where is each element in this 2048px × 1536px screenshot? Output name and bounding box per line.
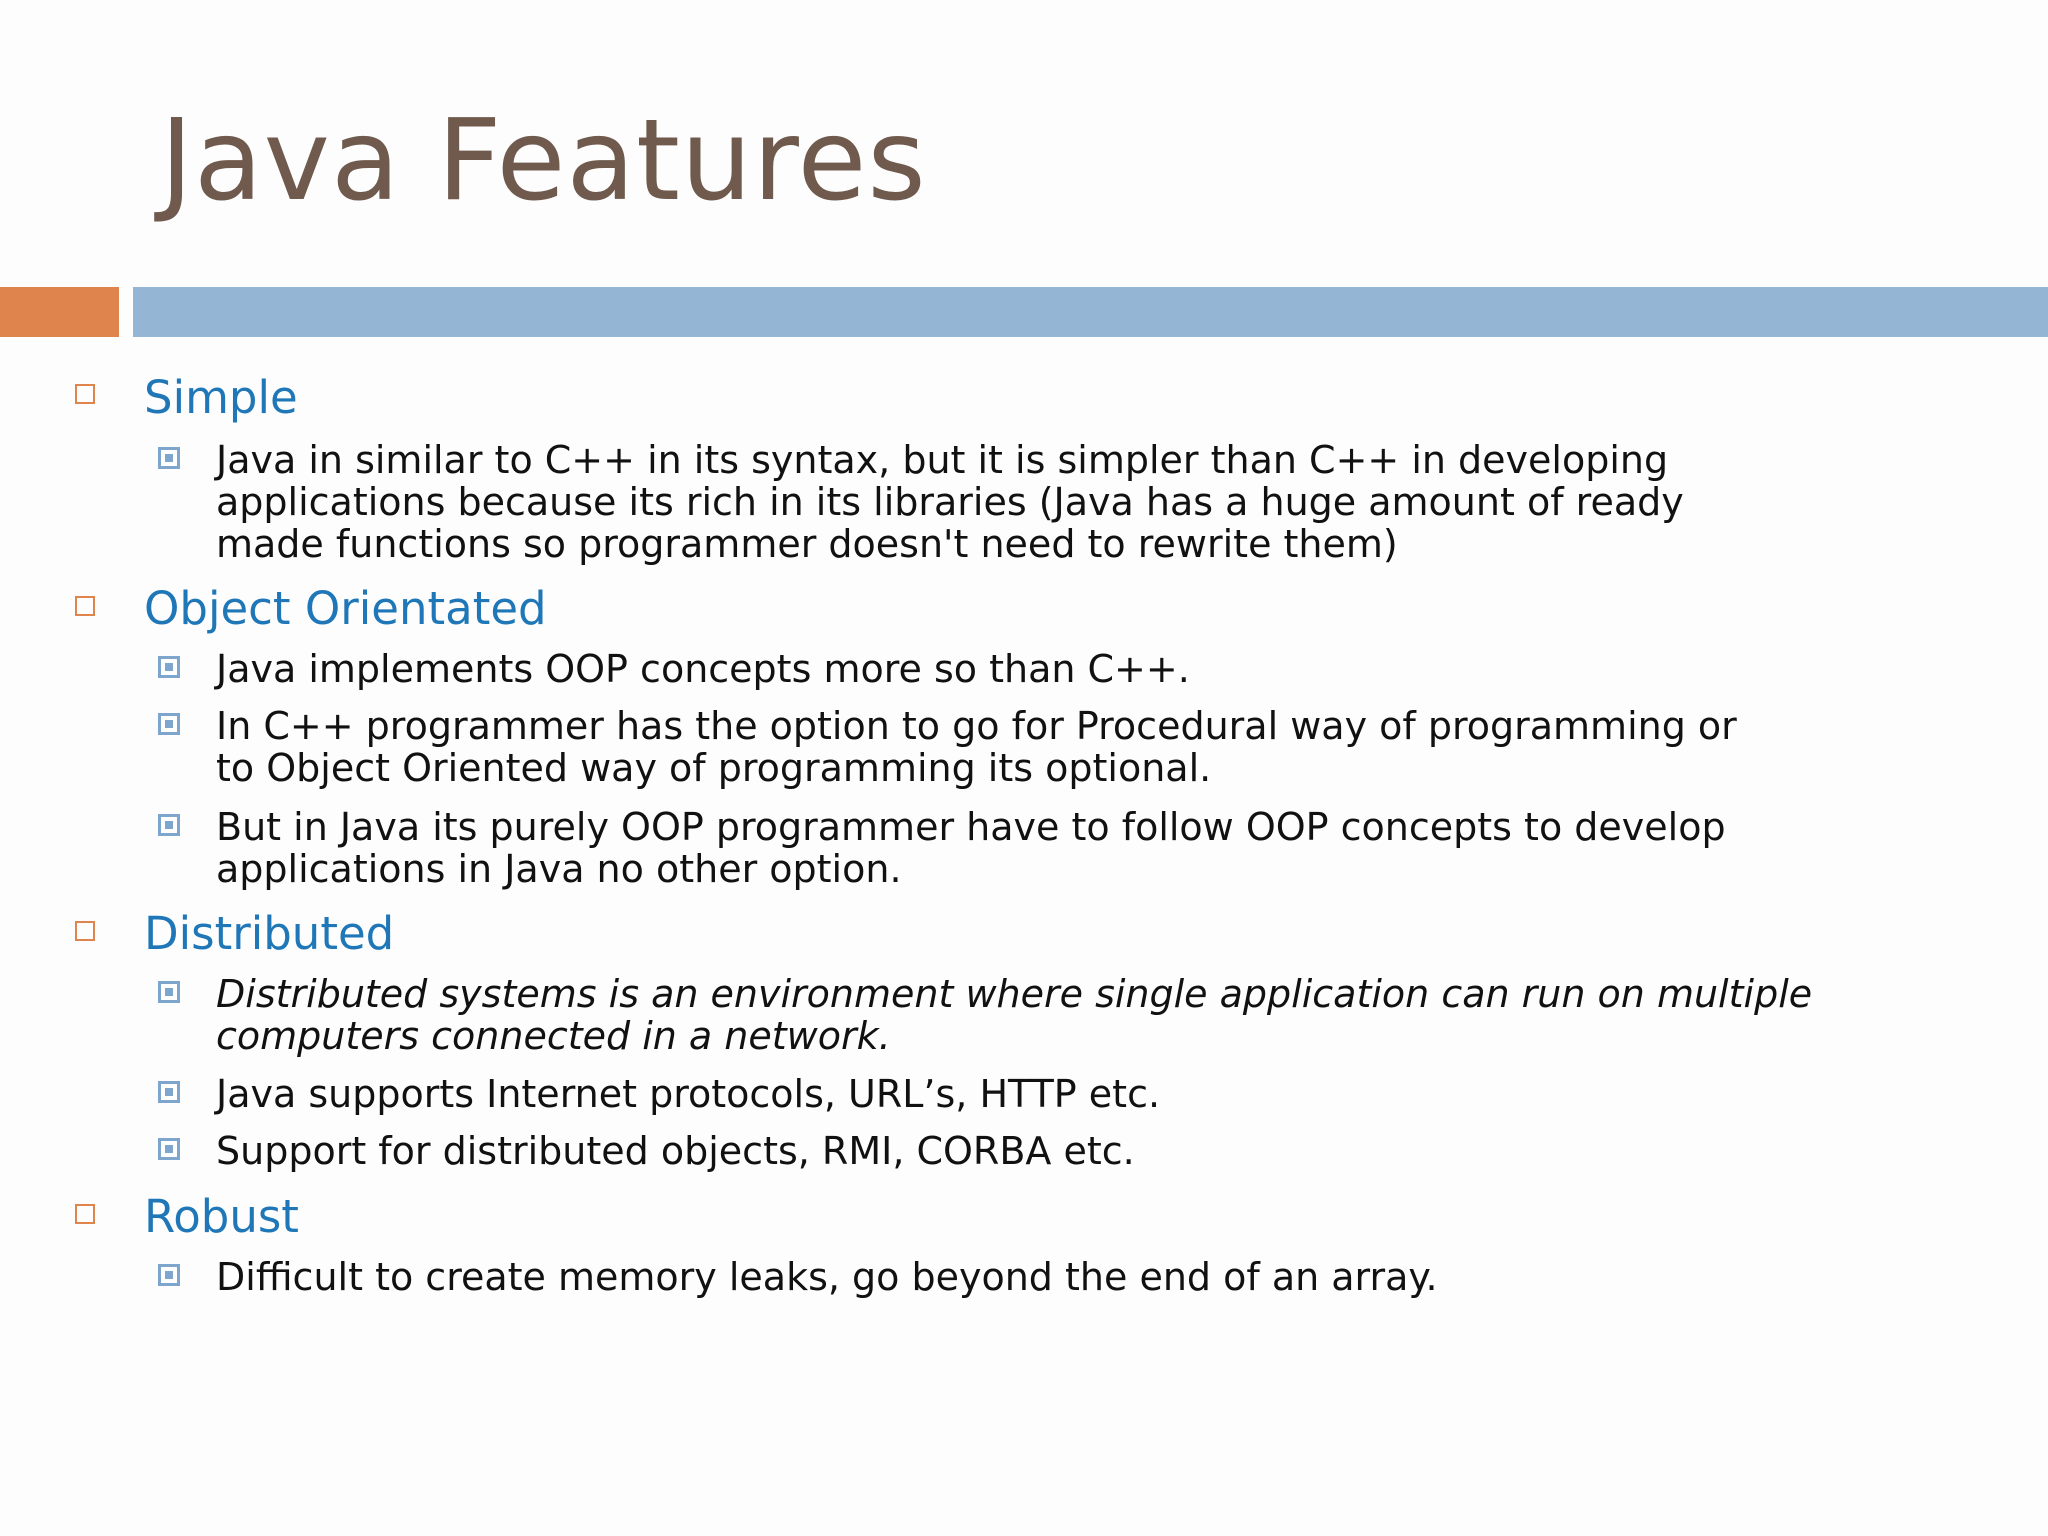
bullet-line: applications in Java no other option. <box>216 847 902 891</box>
bullet-line: applications because its rich in its libraries (Java has a huge amount of ready <box>216 480 1684 524</box>
section-heading-simple: Simple <box>144 371 298 424</box>
section-bullet-icon <box>75 596 95 616</box>
bullet-line: Difficult to create memory leaks, go beyond the end of an array. <box>216 1255 1438 1299</box>
bullet-line: Distributed systems is an environment where single application can run on multiple <box>216 972 1813 1016</box>
section-heading-distributed: Distributed <box>144 907 395 960</box>
bullet-line: Java implements OOP concepts more so than C++. <box>216 647 1190 691</box>
bullet-line: made functions so programmer doesn't need to rewrite them) <box>216 522 1398 566</box>
bullet-line: Support for distributed objects, RMI, CORBA etc. <box>216 1129 1135 1173</box>
bullet-line: Java supports Internet protocols, URL’s, HTTP etc. <box>216 1072 1161 1116</box>
sub-bullet-icon <box>158 1264 180 1286</box>
sub-bullet-icon <box>158 713 180 735</box>
bullet-line: to Object Oriented way of programming its optional. <box>216 746 1212 790</box>
bullet-line: But in Java its purely OOP programmer have to follow OOP concepts to develop <box>216 805 1726 849</box>
bullet-line: computers connected in a network. <box>216 1014 891 1058</box>
section-heading-object-orientated: Object Orientated <box>144 582 547 635</box>
sub-bullet-icon <box>158 814 180 836</box>
section-bullet-icon <box>75 1204 95 1224</box>
sub-bullet-icon <box>158 656 180 678</box>
section-bullet-icon <box>75 384 95 404</box>
sub-bullet-icon <box>158 1081 180 1103</box>
bullet-line: In C++ programmer has the option to go for Procedural way of programming or <box>216 704 1737 748</box>
bullet-line: Java in similar to C++ in its syntax, but it is simpler than C++ in developing <box>216 438 1669 482</box>
slide-title: Java Features <box>160 96 927 226</box>
section-bullet-icon <box>75 921 95 941</box>
section-heading-robust: Robust <box>144 1190 299 1243</box>
sub-bullet-icon <box>158 1138 180 1160</box>
sub-bullet-icon <box>158 447 180 469</box>
sub-bullet-icon <box>158 981 180 1003</box>
